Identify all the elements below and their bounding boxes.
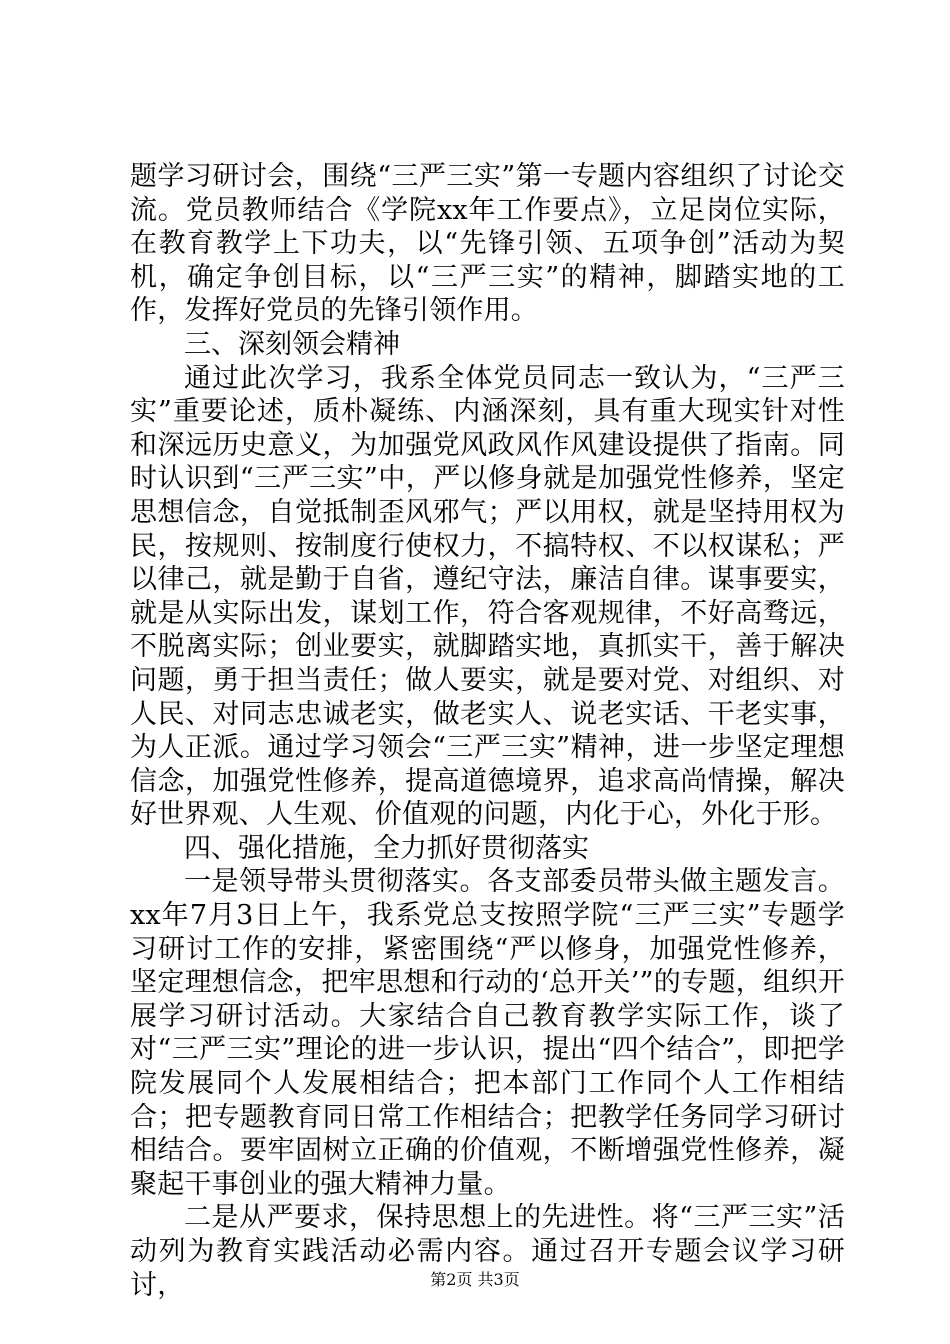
paragraph-strict-requirements: 二是从严要求，保持思想上的先进性。将“三严三实”活动列为教育实践活动必需内容。通过召开专题会议学习研讨，	[130, 1202, 845, 1301]
section-heading-4: 四、强化措施，全力抓好贯彻落实	[184, 832, 589, 864]
page-footer: 第2页 共3页	[430, 1270, 520, 1289]
document-body	[130, 160, 845, 1302]
paragraph-leadership: 一是领导带头贯彻落实。各支部委员带头做主题发言。xx年7月3日上午，我系党总支按照学院“三严三实”专题学习研讨工作的安排，紧密围绕“严以修身，加强党性修养，坚定理想信念，把牢思想和行动的‘总开关’”的专题，组织开展学习研讨活动。大家结合自己教育教学实际工作，谈了对“三严三实”理论的进一步认识，提出“四个结合”，即把学院发展同个人发展相结合；把本部门工作同个人工作相结合；把专题教育同日常工作相结合；把教学任务同学习研讨相结合。要牢固树立正确的价值观，不断增强党性修养，凝聚起干事创业的强大精神力量。	[130, 866, 845, 1200]
paragraph-understanding: 通过此次学习，我系全体党员同志一致认为，“三严三实”重要论述，质朴凝练、内涵深刻，具有重大现实针对性和深远历史意义，为加强党风政风作风建设提供了指南。同时认识到“三严三实”中，严以修身就是加强党性修养，坚定思想信念，自觉抵制歪风邪气；严以用权，就是坚持用权为民，按规则、按制度行使权力，不搞特权、不以权谋私；严以律己，就是勤于自省，遵纪守法，廉洁自律。谋事要实，就是从实际出发，谋划工作，符合客观规律，不好高骛远，不脱离实际；创业要实，就脚踏实地，真抓实干，善于解决问题，勇于担当责任；做人要实，就是要对党、对组织、对人民、对同志忠诚老实，做老实人、说老实话、干老实事，为人正派。通过学习领会“三严三实”精神，进一步坚定理想信念，加强党性修养，提高道德境界，追求高尚情操，解决好世界观、人生观、价值观的问题，内化于心，外化于形。	[130, 362, 845, 831]
section-heading-3: 三、深刻领会精神	[184, 328, 400, 360]
paragraph-continuation: 题学习研讨会，围绕“三严三实”第一专题内容组织了讨论交流。党员教师结合《学院xx年工作要点》，立足岗位实际，在教育教学上下功夫，以“先锋引领、五项争创”活动为契机，确定争创目标，以“三严三实”的精神，脚踏实地的工作，发挥好党员的先锋引领作用。	[130, 161, 845, 327]
